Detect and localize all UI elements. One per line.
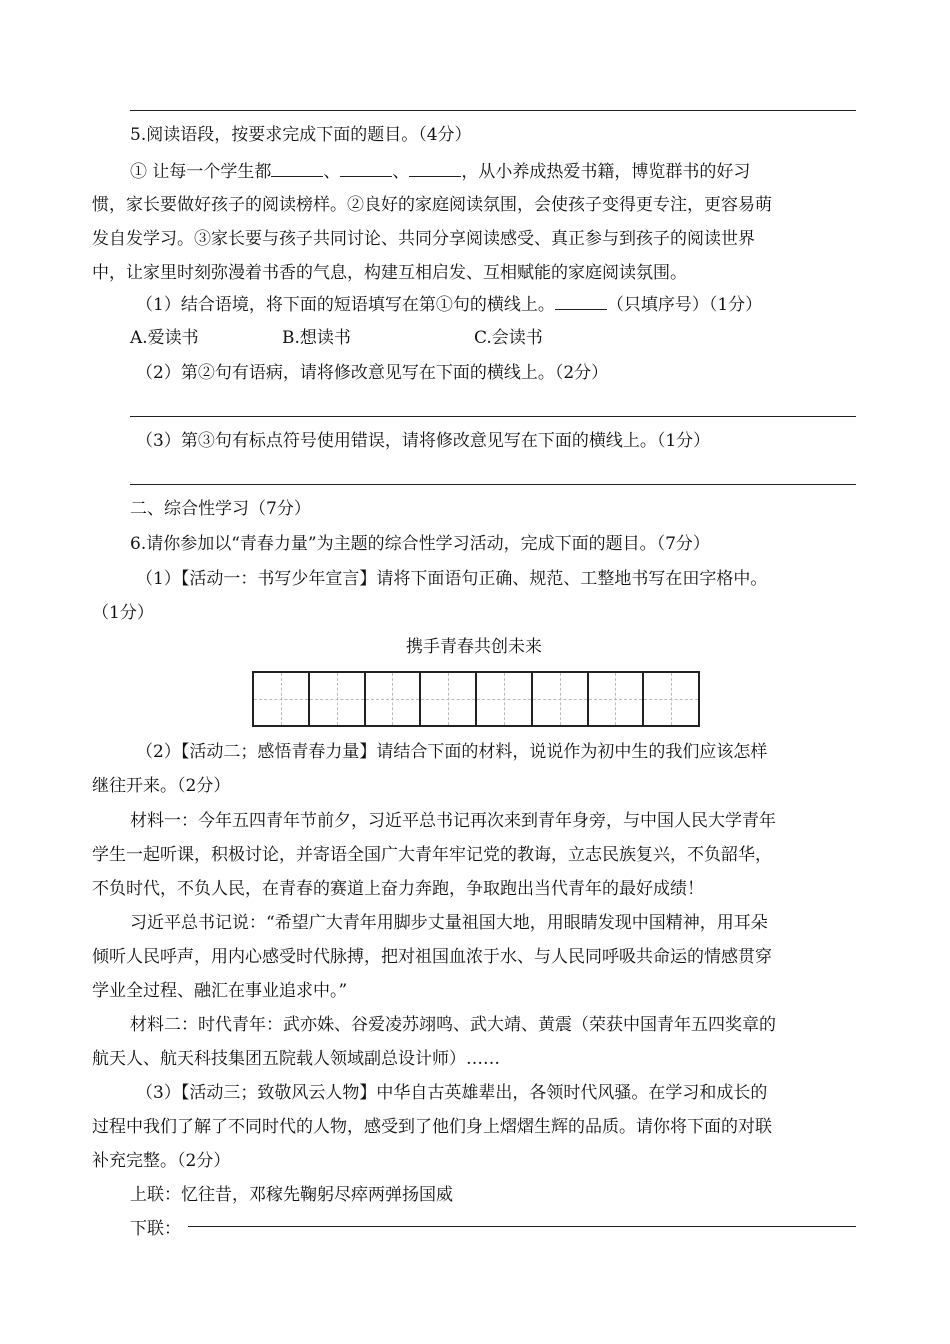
q5-sub3: （3）第③句有标点符号使用错误，请将修改意见写在下面的横线上。（1分） <box>136 431 711 451</box>
material1-line-3: 不负时代，不负人民，在青春的赛道上奋力奔跑，争取跑出当代青年的最好成绩！ <box>92 879 704 899</box>
fill-blank-1[interactable] <box>271 160 323 177</box>
material1-line-2: 学生一起听课，积极讨论，并寄语全国广大青年牢记党的教诲，立志民族复兴，不负韶华， <box>92 845 772 865</box>
option-a: A.爱读书 <box>130 328 199 348</box>
writing-grid[interactable] <box>252 671 700 727</box>
activity3-line-1: （3）【活动三；致敬风云人物】中华自古英雄辈出，各领时代风骚。在学习和成长的 <box>136 1083 768 1103</box>
q5-para-line-2: 惯，家长要做好孩子的阅读榜样。②良好的家庭阅读氛围，会使孩子变得更专注，更容易萌 <box>92 195 772 215</box>
material2-line-2: 航天人、航天科技集团五院载人领域副总设计师）…… <box>92 1049 500 1069</box>
fill-blank-2[interactable] <box>340 160 392 177</box>
couplet-upper: 上联：忆往昔，邓稼先鞠躬尽瘁两弹扬国威 <box>130 1185 453 1205</box>
quote-line-2: 倾听人民呼声，用内心感受时代脉搏，把对祖国血浓于水、与人民同呼吸共命运的情感贯穿 <box>92 947 772 967</box>
grid-cell[interactable] <box>533 673 589 725</box>
q5-title: 5.阅读语段，按要求完成下面的题目。（4分） <box>130 125 472 145</box>
slogan: 携手青春共创未来 <box>406 637 542 657</box>
activity1-text: （1）【活动一：书写少年宣言】请将下面语句正确、规范、工整地书写在田字格中。 <box>136 569 768 589</box>
q5-para-line-3: 发自发学习。③家长要与孩子共同讨论、共同分享阅读感受、真正参与到孩子的阅读世界 <box>92 229 755 249</box>
q6-title: 6.请你参加以“青春力量”为主题的综合性学习活动，完成下面的题目。（7分） <box>130 534 710 554</box>
q5-sub1-note: （只填序号）（1分） <box>606 295 763 315</box>
activity3-line-3: 补充完整。（2分） <box>92 1151 231 1171</box>
activity2-line-1: （2）【活动二；感悟青春力量】请结合下面的材料，说说作为初中生的我们应该怎样 <box>136 742 768 762</box>
q5-para-line-4: 中，让家里时刻弥漫着书香的气息，构建互相启发、互相赋能的家庭阅读氛围。 <box>92 263 687 283</box>
section-heading: 二、综合性学习（7分） <box>130 499 311 519</box>
answer-line-couplet[interactable] <box>188 1226 856 1227</box>
grid-cell[interactable] <box>477 673 533 725</box>
activity2-line-2: 继往开来。（2分） <box>92 776 231 796</box>
q5-sub1 <box>136 293 862 316</box>
material2-line-1: 材料二：时代青年：武亦姝、谷爱凌苏翊鸣、武大靖、黄震（荣获中国青年五四奖章的 <box>130 1015 776 1035</box>
option-b: B.想读书 <box>282 328 351 348</box>
answer-line-q5-2[interactable] <box>130 416 856 417</box>
grid-cell[interactable] <box>644 673 698 725</box>
answer-line-top[interactable] <box>130 110 856 111</box>
grid-cell[interactable] <box>421 673 477 725</box>
q5-para-line-1 <box>130 160 856 183</box>
quote-line-3: 学业全过程、融汇在事业追求中。” <box>92 981 348 1001</box>
q5-para-seg-1: ① 让每一个学生都 <box>130 162 272 182</box>
quote-line-1: 习近平总书记说：“希望广大青年用脚步丈量祖国大地，用眼睛发现中国精神，用耳朵 <box>130 913 768 933</box>
couplet-lower-label: 下联： <box>130 1219 181 1239</box>
activity1-score: （1分） <box>92 603 154 623</box>
q5-sub2: （2）第②句有语病，请将修改意见写在下面的横线上。（2分） <box>136 363 609 383</box>
grid-cell[interactable] <box>254 673 310 725</box>
answer-line-q5-3[interactable] <box>130 484 856 485</box>
q5-sub1-text: （1）结合语境，将下面的短语填写在第①句的横线上。 <box>136 295 555 315</box>
grid-cell[interactable] <box>366 673 422 725</box>
q5-para-sep-2: 、 <box>392 162 410 182</box>
activity3-line-2: 过程中我们了解了不同时代的人物，感受到了他们身上熠熠生辉的品质。请你将下面的对联 <box>92 1117 772 1137</box>
grid-cell[interactable] <box>589 673 645 725</box>
q5-para-seg-2: ，从小养成热爱书籍，博览群书的好习 <box>461 162 751 182</box>
answer-blank-q5-1[interactable] <box>555 293 607 310</box>
fill-blank-3[interactable] <box>409 160 461 177</box>
q5-para-sep-1: 、 <box>323 162 341 182</box>
option-c: C.会读书 <box>474 328 543 348</box>
grid-cell[interactable] <box>310 673 366 725</box>
material1-line-1: 材料一：今年五四青年节前夕，习近平总书记再次来到青年身旁，与中国人民大学青年 <box>130 811 776 831</box>
